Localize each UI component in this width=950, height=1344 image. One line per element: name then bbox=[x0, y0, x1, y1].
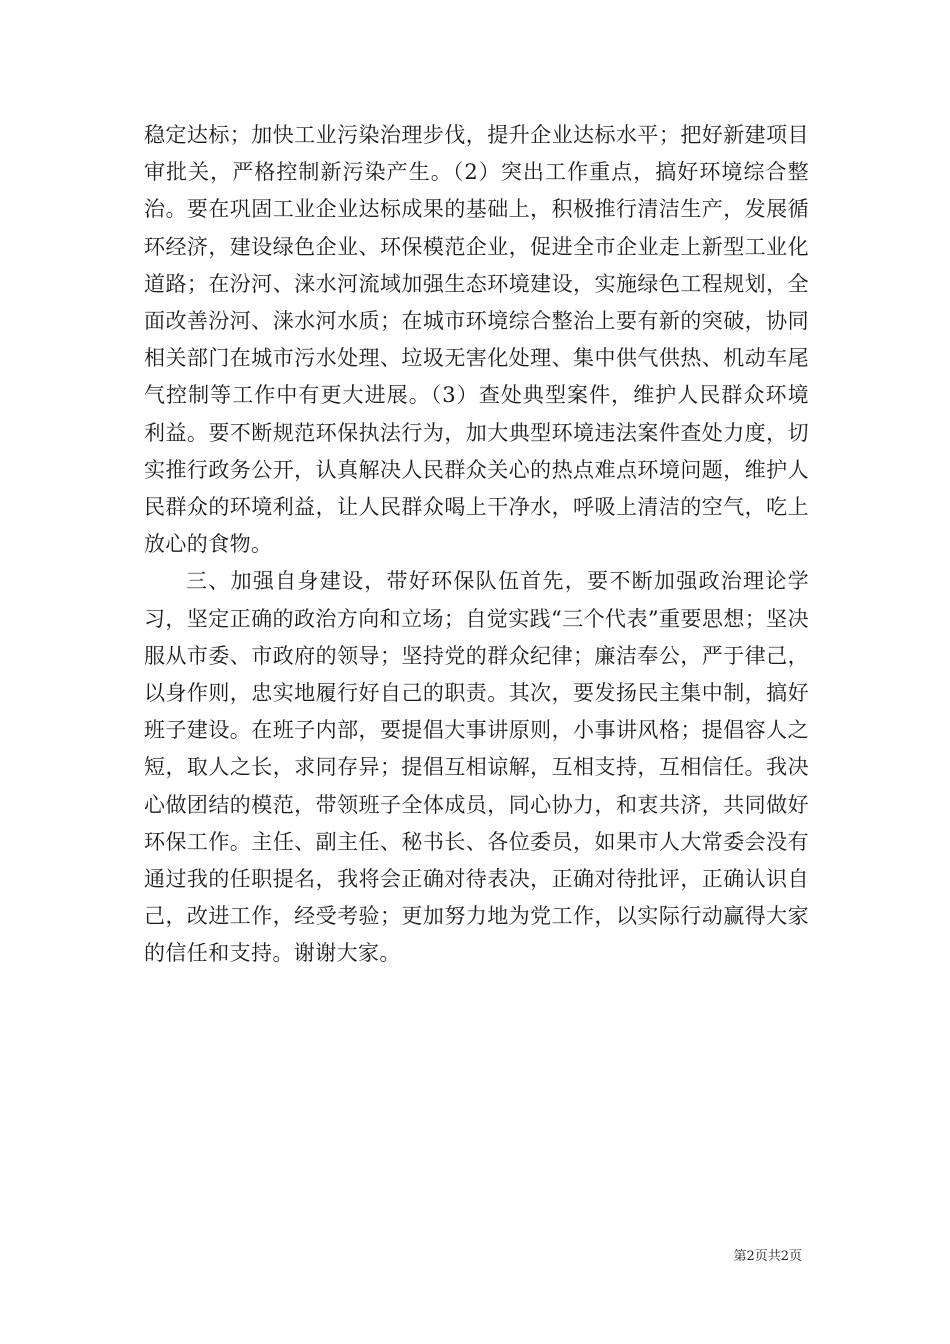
paragraph-section-three: 三、加强自身建设，带好环保队伍首先，要不断加强政治理论学习，坚定正确的政治方向和立场；自觉实践“三个代表”重要思想；坚决服从市委、市政府的领导；坚持党的群众纪律；廉洁奉公，严于律己，以身作则，忠实地履行好自己的职责。其次，要发扬民主集中制，搞好班子建设。在班子内部，要提倡大事讲原则，小事讲风格；提倡容人之短，取人之长，求同存异；提倡互相谅解，互相支持，互相信任。我决心做团结的模范，带领班子全体成员，同心协力，和衷共济，共同做好环保工作。主任、副主任、秘书长、各位委员，如果市人大常委会没有通过我的任职提名，我将会正确对待表决，正确对待批评，正确认识自己，改进工作，经受考验；更加努力地为党工作，以实际行动赢得大家的信任和支持。谢谢大家。 bbox=[144, 569, 809, 966]
body-text bbox=[144, 117, 809, 973]
page-number: 第2页共2页 bbox=[733, 1249, 802, 1264]
paragraph-continued: 稳定达标；加快工业污染治理步伐，提升企业达标水平；把好新建项目审批关，严格控制新污染产生。（2）突出工作重点，搞好环境综合整治。要在巩固工业企业达标成果的基础上，积极推行清洁生产，发展循环经济，建设绿色企业、环保模范企业，促进全市企业走上新型工业化道路；在汾河、涞水河流域加强生态环境建设，实施绿色工程规划，全面改善汾河、涞水河水质；在城市环境综合整治上要有新的突破，协同相关部门在城市污水处理、垃圾无害化处理、集中供气供热、机动车尾气控制等工作中有更大进展。（3）查处典型案件，维护人民群众环境利益。要不断规范环保执法行为，加大典型环境违法案件查处力度，切实推行政务公开，认真解决人民群众关心的热点难点环境问题，维护人民群众的环境利益，让人民群众喝上干净水，呼吸上清洁的空气，吃上放心的食物。 bbox=[144, 123, 809, 557]
